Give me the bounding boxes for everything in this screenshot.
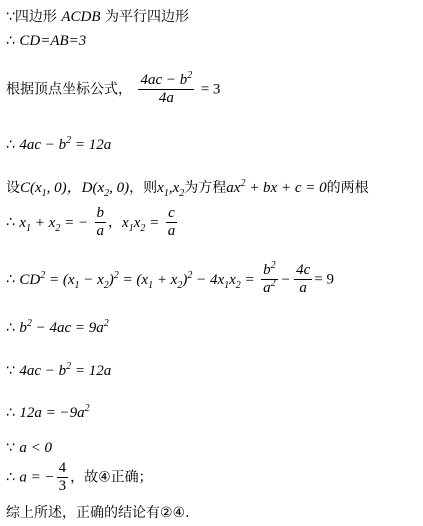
line-parallelogram xyxy=(6,6,189,26)
subscript: 2 xyxy=(177,279,183,291)
text: 的两根 xyxy=(326,180,369,196)
therefore-symbol: ∴ xyxy=(6,137,15,153)
subscript: 1 xyxy=(128,222,134,234)
line-given xyxy=(6,363,111,380)
exponent: 2 xyxy=(113,269,119,281)
fraction xyxy=(294,262,312,297)
exponent: 2 xyxy=(26,318,32,329)
denominator: 3 xyxy=(58,478,67,494)
var: ,x xyxy=(168,180,180,196)
var: = (x xyxy=(48,271,75,288)
because-symbol: ∵ xyxy=(6,9,15,25)
exponent: 2 xyxy=(270,260,276,271)
line-conclusion xyxy=(6,502,190,522)
subscript: 2 xyxy=(140,222,146,234)
because-symbol: ∵ xyxy=(6,440,15,456)
exponent: 2 xyxy=(103,318,109,329)
subscript: 2 xyxy=(179,188,185,199)
var: 4ac − b xyxy=(19,363,67,379)
var: x xyxy=(19,214,27,231)
fraction xyxy=(166,205,178,240)
point-c: C xyxy=(20,180,31,196)
line-cd-squared xyxy=(6,262,334,297)
math-rhs: = 3 xyxy=(200,81,221,98)
subscript: 1 xyxy=(26,222,32,234)
line-discriminant xyxy=(6,320,109,337)
therefore-symbol: ∴ xyxy=(6,271,15,288)
point-d: D xyxy=(81,180,93,196)
var: − 4x xyxy=(196,271,225,288)
conclusion-text: 综上所述，正确的结论有②④. xyxy=(6,505,190,521)
fraction xyxy=(57,460,69,495)
var: x xyxy=(122,214,129,231)
subscript: 2 xyxy=(55,222,61,234)
line-equation xyxy=(6,137,111,154)
var: = (x xyxy=(122,271,149,288)
subscript: 1 xyxy=(224,279,230,291)
exponent: 2 xyxy=(187,70,193,81)
line-roots-setup xyxy=(6,176,369,197)
var: x xyxy=(229,271,236,288)
denominator: a xyxy=(299,280,307,296)
subscript: 2 xyxy=(104,188,110,199)
var: b xyxy=(19,320,27,336)
math-lhs: 4ac − b xyxy=(19,137,67,153)
line-a-value xyxy=(6,460,153,495)
numerator: c xyxy=(166,205,178,223)
var: x xyxy=(157,180,164,196)
fraction xyxy=(138,72,194,107)
text: 根据顶点坐标公式， xyxy=(6,81,132,98)
var: a < 0 xyxy=(19,440,52,456)
therefore-symbol: ∴ xyxy=(6,469,15,486)
therefore-symbol: ∴ xyxy=(6,405,15,421)
because-symbol: ∵ xyxy=(6,363,15,379)
var: + x xyxy=(34,214,56,231)
therefore-symbol: ∴ xyxy=(6,33,15,49)
therefore-symbol: ∴ xyxy=(6,320,15,336)
therefore-symbol: ∴ xyxy=(6,214,15,231)
var: = 12a xyxy=(74,363,112,379)
exponent: 2 xyxy=(240,178,246,189)
line-12a xyxy=(6,405,90,422)
minus: − xyxy=(281,271,291,288)
text: 为平行四边形 xyxy=(105,9,189,25)
text: 设 xyxy=(6,180,20,196)
text: 四边形 xyxy=(14,9,57,25)
var: CD xyxy=(19,271,41,288)
var: − 4ac = 9a xyxy=(35,320,104,336)
text: ，故④正确； xyxy=(70,469,153,486)
var: ) xyxy=(108,271,114,288)
var: = xyxy=(244,271,255,288)
exponent: 2 xyxy=(84,403,90,414)
subscript: 1 xyxy=(74,279,80,291)
numerator: 4c xyxy=(296,262,311,278)
coord: (x xyxy=(30,180,42,196)
denominator: a xyxy=(167,223,176,239)
math-rhs: = 12a xyxy=(74,137,112,153)
var: + bx + c = 0 xyxy=(249,180,327,196)
subscript: 2 xyxy=(235,279,241,291)
exponent: 2 xyxy=(40,269,46,281)
numerator: b xyxy=(263,262,271,278)
subscript: 1 xyxy=(148,279,154,291)
var: − x xyxy=(83,271,104,288)
coord: , 0) xyxy=(109,180,130,196)
math-rhs: = 9 xyxy=(314,271,334,288)
var: = − xyxy=(64,214,89,231)
text: 为方程 xyxy=(184,180,227,196)
exponent: 2 xyxy=(187,269,193,281)
var: = xyxy=(149,214,160,231)
math-acdb: ACDB xyxy=(61,9,101,25)
var: a = − xyxy=(19,469,55,486)
fraction xyxy=(95,205,107,240)
denominator: 4a xyxy=(158,90,174,106)
subscript: 2 xyxy=(103,279,109,291)
math-expression: CD=AB=3 xyxy=(19,33,87,49)
coord: (x xyxy=(92,180,105,196)
text: ，则 xyxy=(129,180,158,196)
numerator: b xyxy=(96,205,105,221)
exponent: 2 xyxy=(66,361,72,372)
subscript: 1 xyxy=(163,188,169,199)
numerator: 4ac − b xyxy=(140,72,188,88)
var: 12a = −9a xyxy=(19,405,85,421)
line-a-negative xyxy=(6,440,52,457)
var: ) xyxy=(182,271,188,288)
denominator: a xyxy=(96,223,105,239)
var: + x xyxy=(156,271,178,288)
var: ax xyxy=(226,180,241,196)
numerator: 4 xyxy=(58,460,67,476)
exponent: 2 xyxy=(66,135,72,146)
line-vertex-formula xyxy=(6,72,220,107)
subscript: 1 xyxy=(41,188,47,199)
fraction xyxy=(261,262,278,297)
line-cd-equals-ab xyxy=(6,33,86,50)
line-vieta xyxy=(6,205,179,240)
exponent: 2 xyxy=(270,278,276,289)
coord: , 0)， xyxy=(46,180,82,196)
var: x xyxy=(133,214,141,231)
text: ， xyxy=(108,214,123,231)
denominator: a xyxy=(263,280,271,296)
